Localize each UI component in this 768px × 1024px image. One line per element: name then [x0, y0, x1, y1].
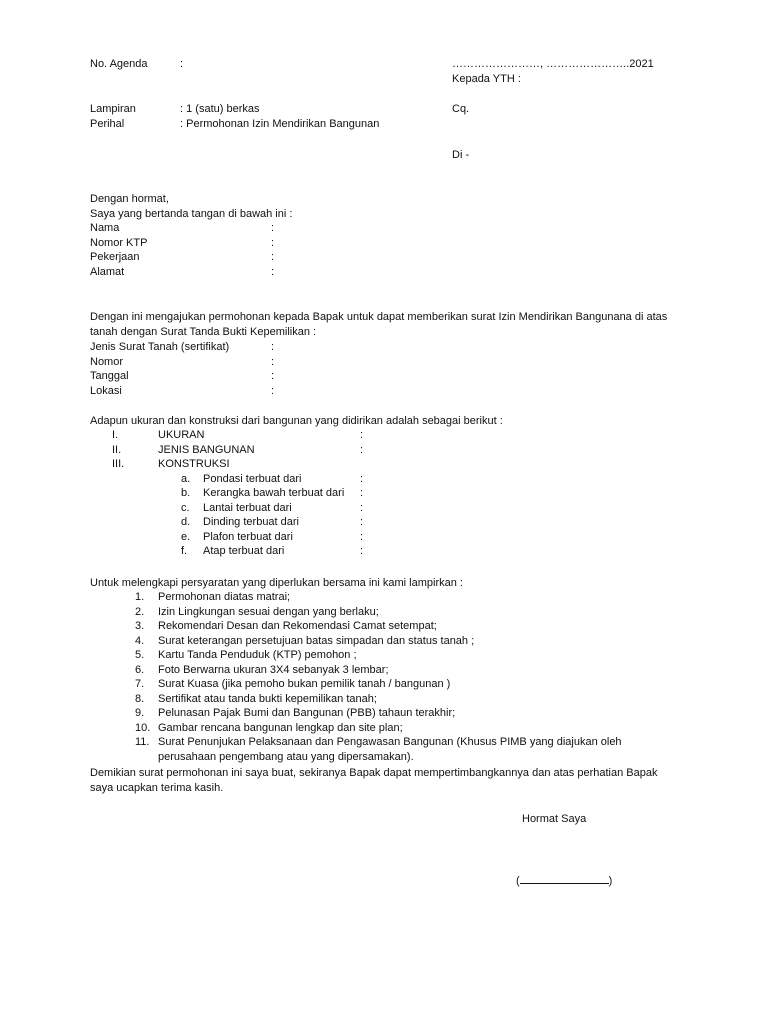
field-row	[90, 355, 390, 370]
item-number: 5.	[135, 649, 145, 661]
field-colon: :	[271, 265, 275, 278]
field-row	[90, 250, 390, 265]
field-label: Nomor	[90, 355, 124, 368]
signature-underline	[520, 872, 609, 884]
field-colon: :	[271, 251, 275, 263]
perihal-label: Perihal	[90, 118, 125, 130]
roman-numeral: III.	[112, 458, 125, 470]
sig-open-paren: (	[516, 875, 520, 887]
field-colon: :	[271, 222, 275, 234]
sub-label: Kerangka bawah terbuat dari	[203, 487, 345, 499]
item-text: Izin Lingkungan sesuai dengan yang berlaku;	[158, 605, 379, 618]
date-line: ……………………, …………………..2021	[452, 58, 654, 70]
item-number: 6.	[135, 663, 145, 676]
field-label: Nomor KTP	[90, 236, 148, 249]
item-number: 7.	[135, 678, 145, 690]
item-text: perusahaan pengembang atau yang dipersamakan).	[158, 750, 414, 763]
opening-intro: Saya yang bertanda tangan di bawah ini :	[90, 208, 293, 220]
item-number: 9.	[135, 707, 145, 719]
field-colon: :	[271, 355, 275, 368]
land-fields	[90, 340, 390, 398]
roman-numeral: II.	[112, 443, 122, 456]
agenda-label: No. Agenda	[90, 58, 148, 70]
lampiran-value: : 1 (satu) berkas	[180, 103, 260, 115]
sub-colon: :	[360, 516, 364, 528]
list-item	[90, 648, 690, 663]
perihal-value: : Permohonan Izin Mendirikan Bangunan	[180, 118, 380, 130]
item-text: Foto Berwarna ukuran 3X4 sebanyak 3 lembar;	[158, 663, 389, 676]
list-item	[90, 457, 390, 472]
closing-paragraph: Demikian surat permohonan ini saya buat, sekiranya Bapak dapat mempertimbangkannya dan atas perhatian Bapak saya ucapkan terima kasih.	[90, 767, 658, 794]
construction-list	[90, 428, 390, 559]
salutation: Dengan hormat,	[90, 193, 169, 205]
request-paragraph: Dengan ini mengajukan permohonan kepada Bapak untuk dapat memberikan surat Izin Mendirikan Bangunana di atas tanah dengan Surat Tanda Bukti Kepemilikan :	[90, 311, 668, 338]
field-row	[90, 384, 390, 399]
item-number: 8.	[135, 692, 145, 705]
field-label: Jenis Surat Tanah (sertifikat)	[90, 341, 230, 353]
item-colon: :	[360, 429, 364, 441]
roman-numeral: I.	[112, 429, 119, 441]
item-text: Surat Penunjukan Pelaksanaan dan Pengawasan Bangunan (Khusus PIMB yang diajukan oleh	[158, 736, 622, 748]
list-item	[90, 663, 690, 678]
list-item	[90, 692, 690, 707]
sub-colon: :	[360, 487, 364, 499]
item-text: Sertifikat atau tanda bukti kepemilikan tanah;	[158, 692, 377, 705]
recipient-cq: Cq.	[452, 103, 470, 115]
attachments-list	[90, 590, 690, 764]
sub-letter: a.	[181, 472, 191, 485]
list-item	[90, 634, 690, 649]
sub-letter: e.	[181, 530, 191, 543]
hormat-saya: Hormat Saya	[522, 813, 587, 825]
item-number: 3.	[135, 620, 145, 632]
item-label: JENIS BANGUNAN	[158, 443, 255, 456]
sub-label: Atap terbuat dari	[203, 545, 285, 557]
item-number: 1.	[135, 591, 145, 603]
item-text: Surat keterangan persetujuan batas simpadan dan status tanah ;	[158, 634, 475, 647]
item-text: Permohonan diatas matrai;	[158, 591, 291, 603]
field-label: Alamat	[90, 265, 125, 278]
sub-item	[90, 530, 390, 545]
sub-letter: d.	[181, 516, 191, 528]
sub-label: Pondasi terbuat dari	[203, 472, 302, 485]
item-number: 4.	[135, 634, 145, 647]
applicant-fields	[90, 221, 390, 279]
sub-label: Lantai terbuat dari	[203, 501, 292, 514]
list-item	[90, 428, 390, 443]
list-item	[90, 619, 690, 634]
sub-label: Plafon terbuat dari	[203, 530, 293, 543]
sub-item	[90, 472, 390, 487]
signature-line	[516, 872, 612, 889]
item-text: Kartu Tanda Penduduk (KTP) pemohon ;	[158, 649, 357, 661]
list-item	[90, 605, 690, 620]
sub-item	[90, 544, 390, 559]
item-text: Surat Kuasa (jika pemoho bukan pemilik tanah / bangunan )	[158, 678, 451, 690]
field-colon: :	[271, 236, 275, 249]
field-row	[90, 265, 390, 280]
list-item	[90, 706, 690, 721]
field-colon: :	[271, 370, 275, 382]
sub-colon: :	[360, 501, 364, 514]
field-colon: :	[271, 341, 275, 353]
sub-item	[90, 515, 390, 530]
item-label: KONSTRUKSI	[158, 458, 230, 470]
field-label: Pekerjaan	[90, 251, 140, 263]
field-row	[90, 236, 390, 251]
sub-colon: :	[360, 545, 364, 557]
recipient-kepada: Kepada YTH :	[452, 73, 521, 85]
sub-item	[90, 486, 390, 501]
list-item	[90, 721, 690, 736]
sub-colon: :	[360, 472, 364, 485]
field-row	[90, 369, 390, 384]
sig-close-paren: )	[608, 875, 613, 887]
list-item	[90, 590, 690, 605]
sub-item	[90, 501, 390, 516]
item-text: Gambar rencana bangunan lengkap dan site plan;	[158, 721, 403, 734]
agenda-colon: :	[180, 58, 184, 70]
item-text: Rekomendari Desan dan Rekomendasi Camat setempat;	[158, 620, 437, 632]
sub-letter: c.	[181, 501, 190, 514]
field-colon: :	[271, 384, 275, 397]
field-label: Nama	[90, 222, 120, 234]
field-label: Lokasi	[90, 384, 122, 397]
construction-intro: Adapun ukuran dan konstruksi dari bangunan yang didirikan adalah sebagai berikut :	[90, 415, 503, 427]
item-number: 10.	[135, 721, 151, 734]
field-row	[90, 340, 390, 355]
sub-label: Dinding terbuat dari	[203, 516, 300, 528]
item-number: 11.	[135, 736, 150, 748]
item-number: 2.	[135, 605, 145, 618]
sub-letter: b.	[181, 487, 191, 499]
field-row	[90, 221, 390, 236]
item-colon: :	[360, 443, 364, 456]
list-item	[90, 443, 390, 458]
sub-colon: :	[360, 530, 364, 543]
item-text: Pelunasan Pajak Bumi dan Bangunan (PBB) tahaun terakhir;	[158, 707, 456, 719]
list-item	[90, 735, 690, 750]
sub-letter: f.	[181, 545, 188, 557]
item-label: UKURAN	[158, 429, 205, 441]
field-label: Tanggal	[90, 370, 129, 382]
lampiran-label: Lampiran	[90, 103, 136, 115]
recipient-di: Di -	[452, 149, 470, 161]
list-item-continuation	[90, 750, 690, 765]
attachments-intro: Untuk melengkapi persyaratan yang diperlukan bersama ini kami lampirkan :	[90, 577, 463, 589]
list-item	[90, 677, 690, 692]
